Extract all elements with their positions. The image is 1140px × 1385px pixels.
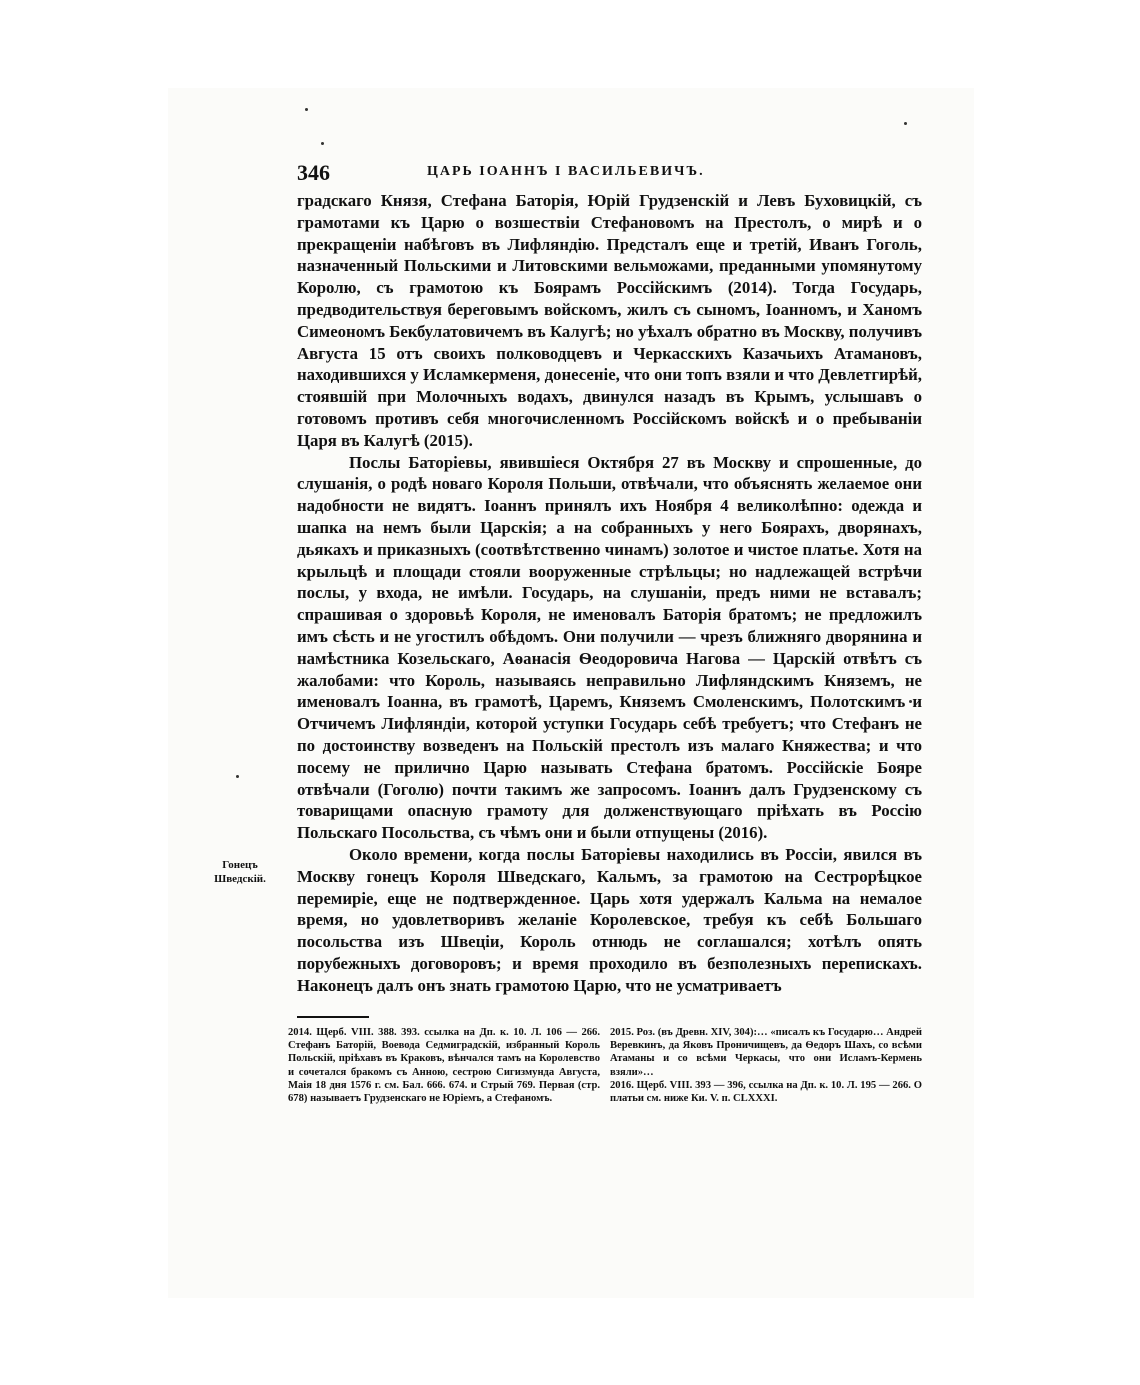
paragraph: Около времени, когда послы Баторіевы находились въ Россіи, явился въ Москву гонецъ Короля Шведскаго, Кальмъ, за грамотою на Сестрорѣцкое перемиріе, еще не подтвержденное. Царь хотя удержалъ Кальма на немалое время, но удовлетворивъ желаніе Королевское, требуя къ себѣ Большаго посольства изъ Швеціи, Король отнюдь не соглашался; хотѣлъ опять порубежныхъ договоровъ; и время проходило въ безполезныхъ перепискахъ. Наконецъ далъ онъ знать грамотою Царю, что не усматриваетъ [297, 844, 922, 995]
paragraph: градскаго Князя, Стефана Баторія, Юрій Грудзенскій и Левъ Буховицкій, съ грамотами къ Царю о возшествіи Стефановомъ на Престолъ, о мирѣ и о прекращеніи набѣговъ въ Лифляндію. Предсталъ еще и третій, Иванъ Гоголь, назначенный Польскими и Литовскими вельможами, преданными упомянутому Королю, съ грамотою къ Боярамъ Россійскимъ (2014). Тогда Государь, предводительствуя береговымъ войскомъ, жилъ съ сыномъ, Іоанномъ, и Ханомъ Симеономъ Бекбулатовичемъ въ Калугѣ; но уѣхалъ обратно въ Москву, получивъ Августа 15 отъ своихъ полководцевъ и Черкасскихъ Казачьихъ Атамановъ, находившихся у Исламкерменя, донесеніе, что они топъ взяли и что Девлетгирѣй, стоявшій при Молочныхъ водахъ, двинулся назадъ въ Крымъ, услышавъ о готовомъ противъ себя многочисленномъ Россійскомъ войскѣ и о пребываніи Царя въ Калугѣ (2015). [297, 191, 922, 450]
print-speck [321, 142, 324, 145]
footnote-column-right [610, 1026, 922, 1105]
print-speck [904, 122, 907, 125]
margin-note: Гонецъ Шведскій. [214, 859, 266, 885]
running-head: ЦАРЬ ІОАННЪ І ВАСИЛЬЕВИЧЪ. [427, 164, 705, 179]
footnote: 2016. Щерб. VIII. 393 — 396, ссылка на Дп. к. 10. Л. 195 — 266. О платьи см. ниже Ки. V. п. CLXXXI. [610, 1079, 922, 1105]
footnote: 2014. Щерб. VIII. 388. 393. ссылка на Дп. к. 10. Л. 106 — 266. Стефанъ Баторій, Воевода Седмиградскій, избранный Король Польскій, пріѣхавъ въ Краковъ, вѣнчался тамъ на Королевство и сочетался бракомъ съ Анною, сестрою Сигизмунда Августа, Маія 18 дня 1576 г. см. Бал. 666. 674. и Стрый 769. Первая (стр. 678) называетъ Грудзенскаго не Юріемъ, а Стефаномъ. [288, 1027, 600, 1105]
main-text [297, 190, 922, 996]
print-speck [236, 775, 239, 778]
footnote: 2015. Роз. (въ Древн. XIV, 304):… «писалъ къ Государю… Андрей Веревкинъ, да Яковъ Проничищевъ, да Ѳедоръ Шахъ, со всѣми Атаманы и со всѣми Черкасы, что они Исламъ-Кермень взяли»… [610, 1027, 922, 1078]
page-number: 346 [297, 160, 330, 185]
footnote-rule [297, 1016, 369, 1018]
print-speck [305, 108, 308, 111]
footnote-column-left [288, 1026, 600, 1105]
paragraph: Послы Баторіевы, явившіеся Октября 27 въ Москву и спрошенные, до слушанія, о родѣ новаго Короля Польши, отвѣчали, что объяснять желаемое они надобности не видятъ. Іоаннъ принялъ ихъ Ноября 4 великолѣпно: одежда и шапка на немъ были Царскія; а на собранныхъ у него Боярахъ, дворянахъ, дьякахъ и приказныхъ (соотвѣтственно чинамъ) золотое и чистое платье. Хотя на крыльцѣ и площади стояли вооруженные стрѣльцы; но надлежащей встрѣчи послы, у входа, не имѣли. Государь, на слушаніи, предъ ними не вставалъ; спрашивая о здоровьѣ Короля, не именовалъ Баторія братомъ; не предложилъ имъ сѣсть и не угостилъ обѣдомъ. Они получили — чрезъ ближняго дворянина и намѣстника Козельскаго, Аѳанасія Ѳеодоровича Нагова — Царскій отвѣтъ съ жалобами: что Король, называясь неправильно Лифляндскимъ Княземъ, не именовалъ Іоанна, въ грамотѣ, Царемъ, Княземъ Смоленскимъ, Полотскимъ и Отчичемъ Лифляндіи, которой уступки Государь себѣ требуетъ; что Стефанъ не по достоинству возведенъ на Польскій престолъ изъ малаго Княжества; и что посему не прилично Царю называть Стефана братомъ. Россійскіе Бояре отвѣчали (Гоголю) почти такимъ же запросомъ. Іоаннъ далъ Грудзенскому съ товарищами опасную грамоту для долженствующаго пріѣхать въ Россію Польскаго Посольства, съ чѣмъ они и были отпущены (2016). [297, 452, 922, 843]
footnotes [288, 1026, 922, 1105]
